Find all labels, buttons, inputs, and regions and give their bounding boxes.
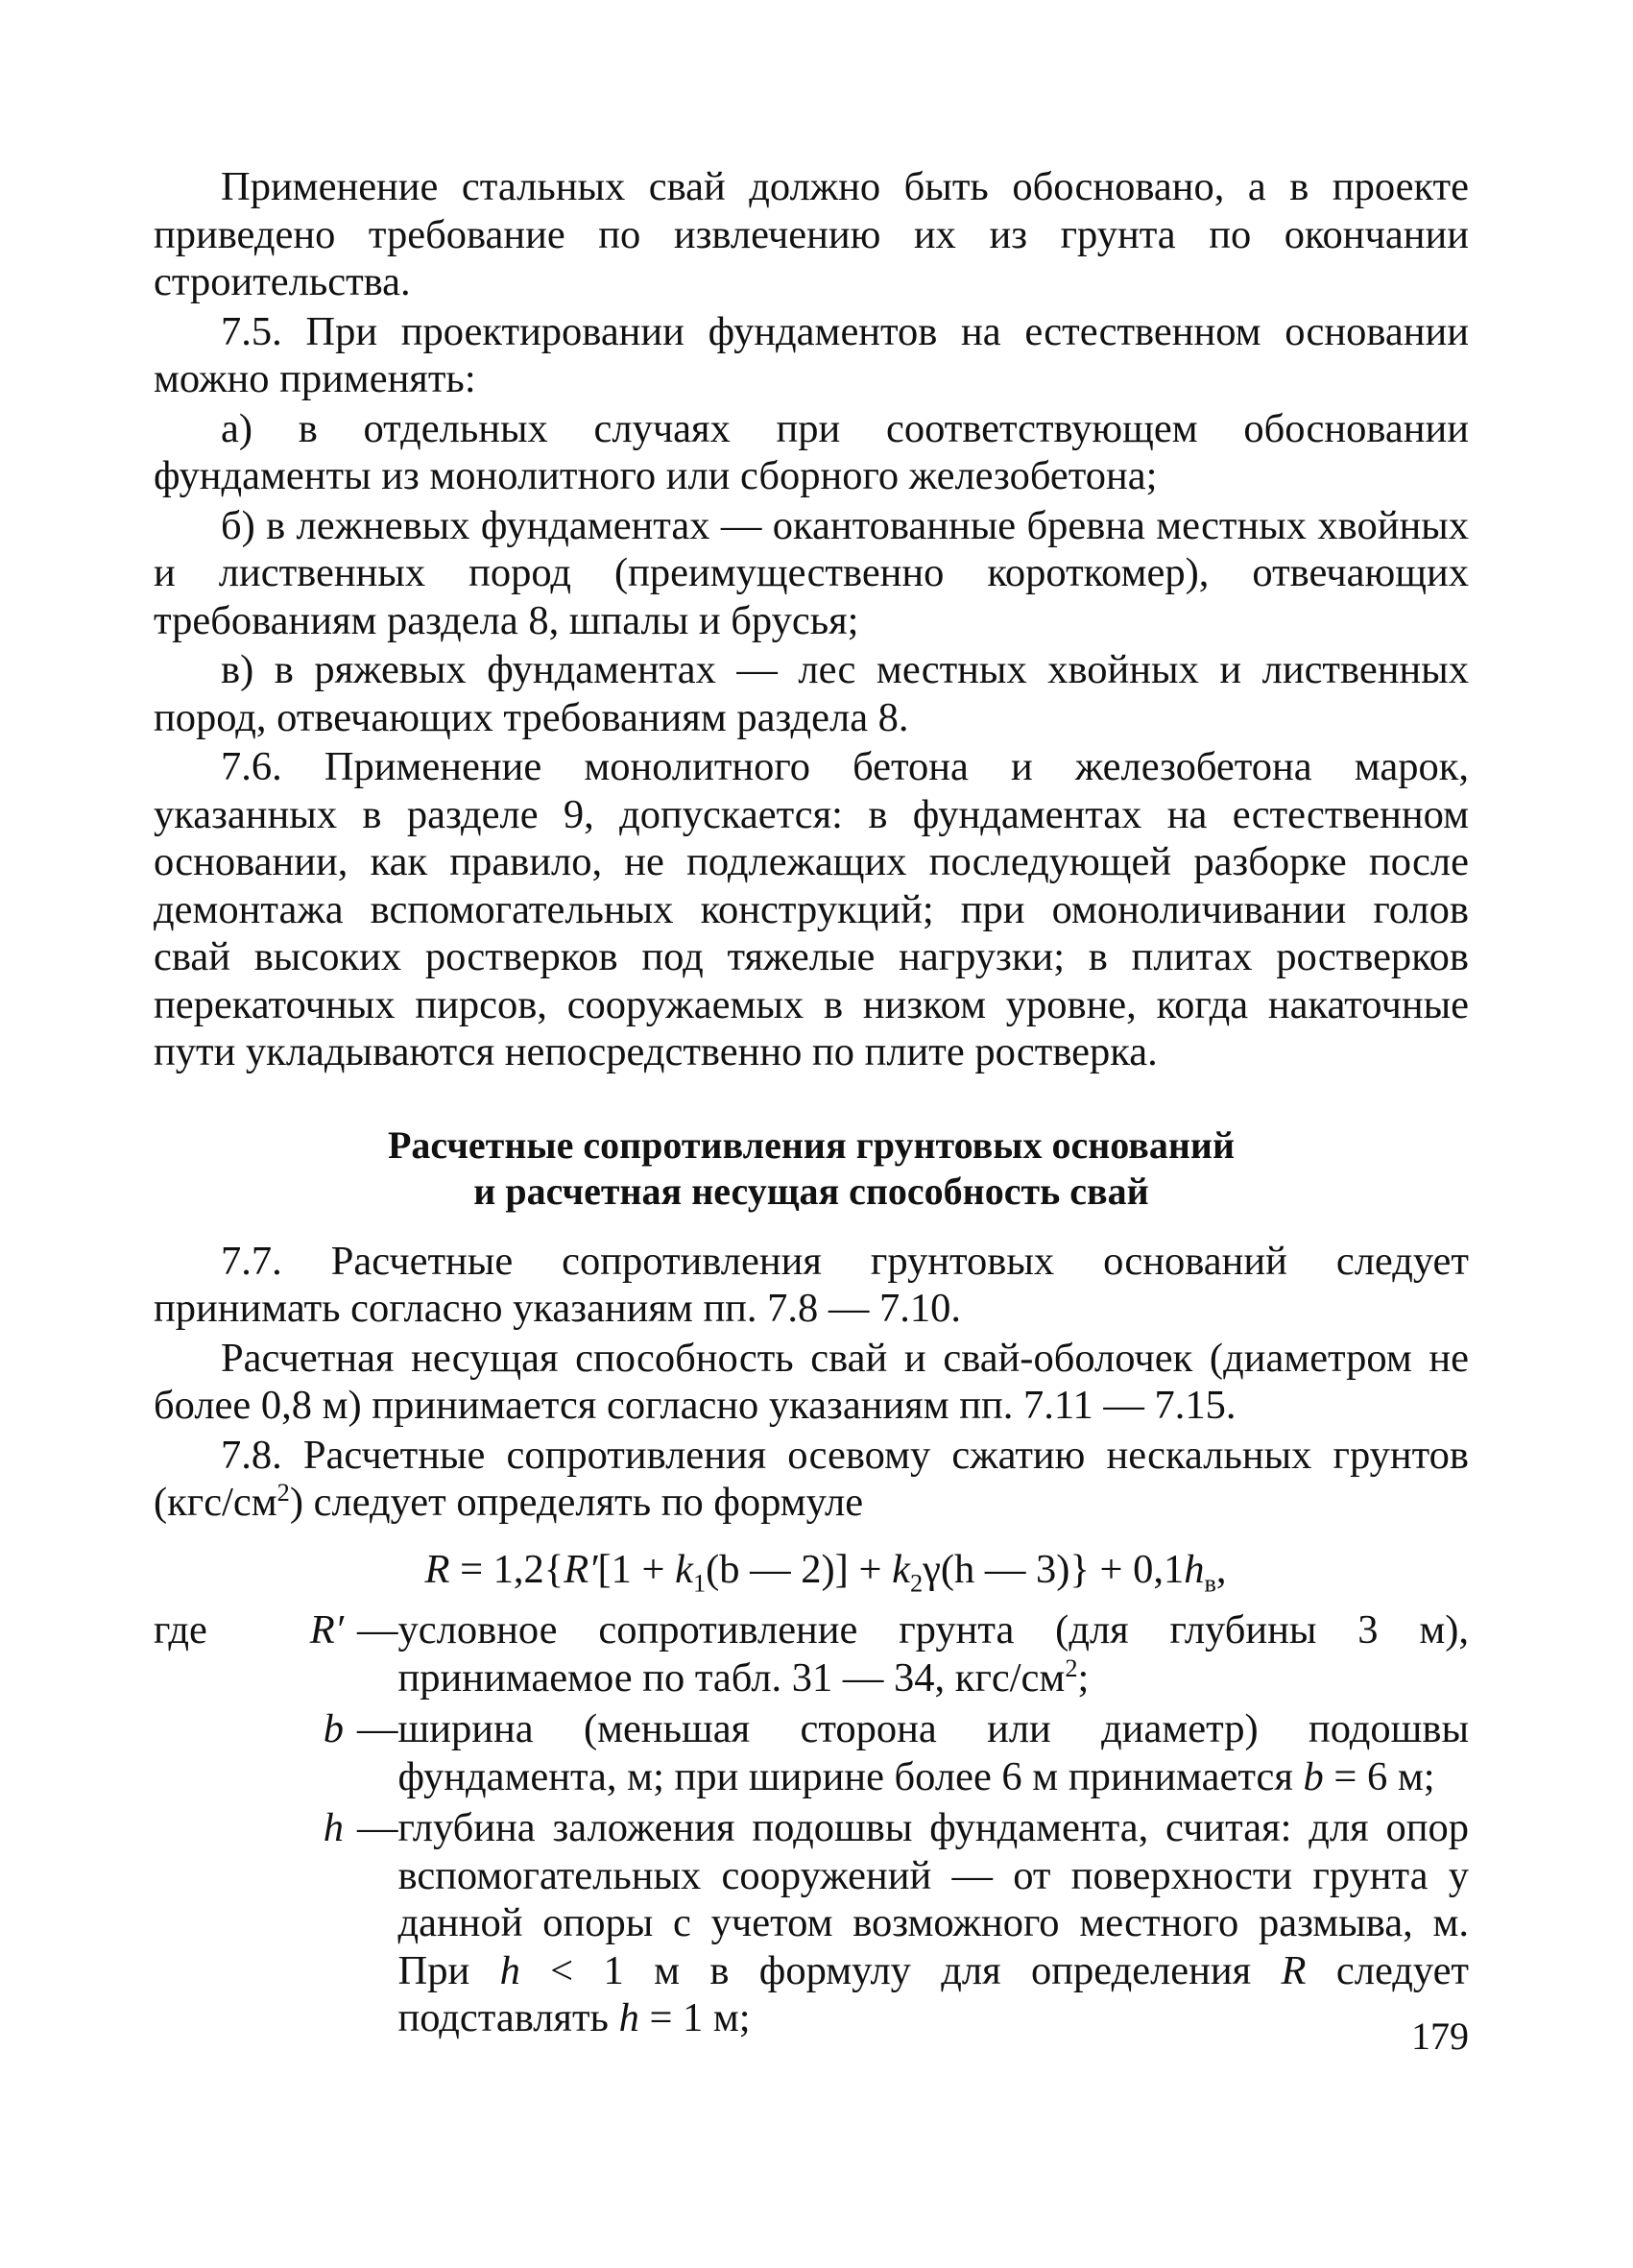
definition-row [154, 1804, 1469, 2046]
definition-end: = 1 м; [638, 1995, 751, 2040]
definition-sup: 2 [1065, 1653, 1078, 1682]
definition-dash: — [357, 1706, 398, 1751]
section-heading [154, 1122, 1469, 1215]
formula-b-term: (b — 2)] + [706, 1546, 893, 1592]
paragraph-steel-piles: Применение стальных свай должно быть обосновано, а в проекте приведено требование по извлечению их из грунта по окончании строительства. [154, 164, 1469, 304]
where-label: где [154, 1607, 207, 1653]
formula-k1: k [675, 1546, 693, 1592]
section-heading-line-1: Расчетные сопротивления грунтовых оснований [387, 1122, 1236, 1167]
paragraph-7-8 [154, 1432, 1469, 1527]
formula-rprime: R′ [564, 1546, 598, 1592]
p78-lead: 7.8. Расчетные сопротивления осевому сжатию нескальных грунтов (кгс/см [154, 1432, 1469, 1525]
definition-end: = 6 м; [1323, 1753, 1435, 1799]
paragraph-7-5: 7.5. При проектировании фундаментов на естественном основании можно применять: [154, 308, 1469, 401]
definition-var: h [618, 1995, 639, 2040]
document-page [154, 163, 1469, 2046]
definition-text [398, 1705, 1470, 1804]
definition-symbol: R′ [309, 1607, 344, 1653]
definition-text [398, 1804, 1470, 2046]
paragraph-7-6: 7.6. Применение монолитного бетона и железобетона марок, указанных в разделе 9, допускается: в фундаментах на естественном основании, как правило, не подлежащих последующей разборке после демонтажа вспомогательных конструкций; при омоноличивании голов свай высоких ростверков под тяжелые нагрузки; в плитах ростверков перекаточных пирсов, сооружаемых в низком уровне, когда накаточные пути укладываются непосредственно по плите ростверка. [154, 744, 1469, 1074]
definition-text [398, 1606, 1470, 1705]
definition-end: ; [1077, 1654, 1090, 1701]
formula-r [154, 1546, 1469, 1597]
list-item-b: б) в лежневых фундаментах — окантованные бревна местных хвойных и лиственных пород (преимущественно короткомер), отвечающих требованиям раздела 8, шпалы и брусья; [154, 502, 1469, 643]
list-item-a: а) в отдельных случаях при соответствующем обосновании фундаменты из монолитного или сборного железобетона; [154, 405, 1469, 498]
formula-k1-sub: 1 [692, 1569, 707, 1597]
definition-var: b [1303, 1753, 1324, 1799]
definition-var: h [499, 1947, 520, 1993]
definition-text-body: глубина заложения подошвы фундамента, считая: для опор вспомогательных сооружений — от поверхности грунта у данной опоры с учетом возможного местного размыва, м. При [397, 1805, 1469, 1993]
page-number: 179 [1411, 2015, 1469, 2058]
paragraph-bearing-capacity: Расчетная несущая способность свай и свай-оболочек (диаметром не более 0,8 м) принимается согласно указаниям пп. 7.11 — 7.15. [154, 1335, 1469, 1428]
p78-tail: ) следует определять по формуле [289, 1480, 864, 1525]
formula-eq: = 1,2{ [449, 1546, 564, 1592]
paragraph-7-7: 7.7. Расчетные сопротивления грунтовых оснований следует принимать согласно указаниям пп. 7.8 — 7.10. [154, 1238, 1469, 1331]
formula-gamma-term: γ(h — 3)} + 0,1 [923, 1546, 1185, 1592]
definition-mid: следует подставлять [397, 1947, 1470, 2040]
definitions-list [154, 1606, 1469, 2046]
definition-symbol: b [323, 1706, 344, 1751]
p78-sup: 2 [276, 1478, 290, 1507]
formula-open: [1 + [597, 1546, 676, 1592]
definition-text-body: условное сопротивление грунта (для глубины 3 м), принимаемое по табл. 31 — 34, кгс/см [397, 1607, 1469, 1701]
definition-dash: — [357, 1805, 398, 1850]
formula-k2: k [892, 1546, 910, 1592]
definition-symbol: h [323, 1805, 344, 1850]
definition-var: R [1281, 1947, 1307, 1993]
formula-end: , [1215, 1546, 1227, 1592]
section-heading-line-2: и расчетная несущая способность свай [473, 1169, 1149, 1213]
definition-text-body: ширина (меньшая сторона или диаметр) подошвы фундамента, м; при ширине более 6 м принимается [397, 1706, 1469, 1799]
formula-hv-sub: в [1204, 1569, 1216, 1597]
list-item-v: в) в ряжевых фундаментах — лес местных хвойных и лиственных пород, отвечающих требованиям раздела 8. [154, 647, 1469, 740]
formula-lhs: R [424, 1546, 450, 1592]
definition-row [154, 1606, 1469, 1705]
definition-dash: — [357, 1607, 398, 1653]
formula-hv: h [1184, 1546, 1205, 1592]
definition-row [154, 1705, 1469, 1804]
definition-mid: < 1 м в формулу для определения [519, 1947, 1282, 1993]
formula-k2-sub: 2 [909, 1569, 924, 1597]
